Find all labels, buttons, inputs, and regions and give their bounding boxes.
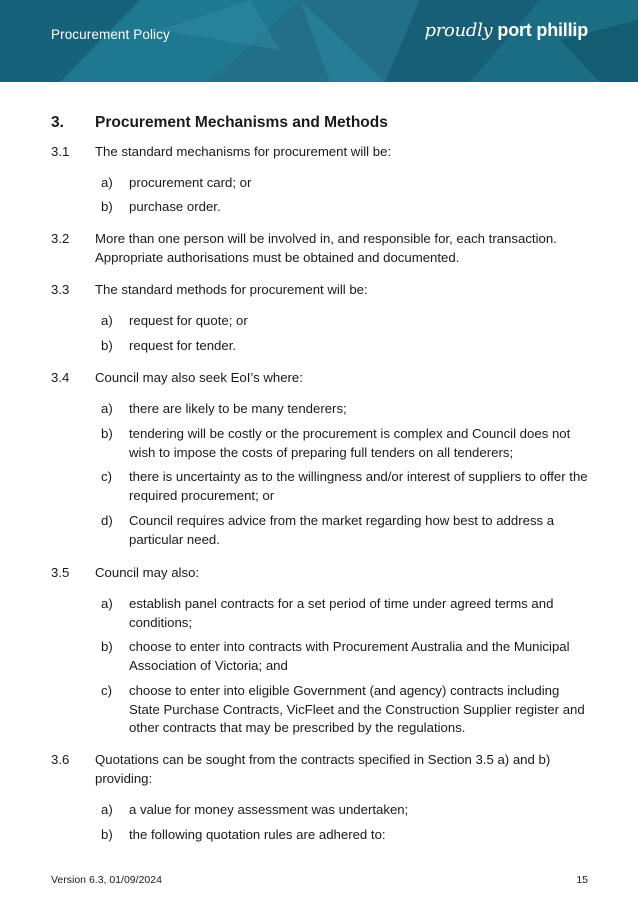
- logo-script-text: proudly: [424, 20, 493, 41]
- list-item-text: purchase order.: [129, 199, 221, 214]
- list-item-text: choose to enter into eligible Government (and agency) contracts including State Purchase Contracts, VicFleet and the Construction Supplier register and other contracts that may be prescribed by the regulations.: [129, 683, 585, 735]
- list-marker: a): [101, 313, 113, 328]
- list-item: [101, 400, 591, 419]
- list-item: [101, 638, 591, 675]
- clause-3-3: [51, 281, 591, 300]
- list-item-text: Council requires advice from the market regarding how best to address a particular need.: [129, 513, 555, 547]
- list-item: [101, 801, 591, 820]
- council-logo: [425, 20, 589, 41]
- clause-text: Quotations can be sought from the contracts specified in Section 3.5 a) and b) providing:: [95, 752, 551, 786]
- list-item-text: a value for money assessment was undertaken;: [129, 802, 409, 817]
- list-item: [101, 595, 591, 632]
- list-item: [101, 425, 591, 462]
- clause-3-1: [51, 143, 591, 162]
- clause-number: 3.3: [51, 282, 70, 297]
- list-item-text: there are likely to be many tenderers;: [129, 401, 347, 416]
- list-marker: a): [101, 401, 113, 416]
- section-title: Procurement Mechanisms and Methods: [95, 114, 388, 131]
- list-item-text: there is uncertainty as to the willingness and/or interest of suppliers to offer the required procurement; or: [129, 469, 588, 503]
- list-item-text: request for quote; or: [129, 313, 248, 328]
- list-marker: b): [101, 827, 113, 842]
- list-marker: a): [101, 802, 113, 817]
- clause-number: 3.5: [51, 565, 70, 580]
- list-item: [101, 512, 591, 549]
- list-item: [101, 337, 591, 356]
- clause-number: 3.1: [51, 144, 70, 159]
- clause-text: Council may also:: [95, 565, 200, 580]
- list-item: [101, 682, 591, 738]
- list-marker: a): [101, 175, 113, 190]
- list-item: [101, 826, 591, 845]
- list-marker: b): [101, 639, 113, 654]
- list-marker: b): [101, 426, 113, 441]
- list-item-text: the following quotation rules are adhered to:: [129, 827, 386, 842]
- header-banner: [0, 0, 638, 82]
- section-number: 3.: [51, 114, 64, 131]
- clause-number: 3.6: [51, 752, 70, 767]
- list-item-text: establish panel contracts for a set period of time under agreed terms and conditions;: [129, 596, 554, 630]
- clause-number: 3.2: [51, 231, 70, 246]
- list-item: [101, 174, 591, 193]
- list-item-text: choose to enter into contracts with Procurement Australia and the Municipal Association of Victoria; and: [129, 639, 570, 673]
- clause-text: The standard methods for procurement will be:: [95, 282, 368, 297]
- list-item: [101, 468, 591, 505]
- clause-3-4: [51, 369, 591, 388]
- list-item: [101, 312, 591, 331]
- list-item-text: tendering will be costly or the procurement is complex and Council does not wish to impose the costs of preparing full tenders on all tenderers;: [129, 426, 571, 460]
- list-marker: a): [101, 596, 113, 611]
- list-item-text: procurement card; or: [129, 175, 252, 190]
- section-heading: [51, 114, 388, 132]
- logo-main-text: port phillip: [497, 20, 588, 40]
- clause-text: Council may also seek EoI’s where:: [95, 370, 303, 385]
- clause-number: 3.4: [51, 370, 70, 385]
- list-marker: b): [101, 338, 113, 353]
- clause-text: The standard mechanisms for procurement will be:: [95, 144, 392, 159]
- list-marker: c): [101, 683, 112, 698]
- list-marker: c): [101, 469, 112, 484]
- footer-version: Version 6.3, 01/09/2024: [51, 874, 162, 886]
- document-title: Procurement Policy: [51, 27, 170, 42]
- footer-page-number: 15: [576, 874, 588, 886]
- clause-3-6: [51, 751, 591, 788]
- list-marker: b): [101, 199, 113, 214]
- clause-3-2: [51, 230, 591, 267]
- clause-3-5: [51, 564, 591, 583]
- list-item: [101, 198, 591, 217]
- clause-text: More than one person will be involved in, and responsible for, each transaction. Appropriate authorisations must be obtained and documented.: [95, 231, 557, 265]
- list-marker: d): [101, 513, 113, 528]
- list-item-text: request for tender.: [129, 338, 237, 353]
